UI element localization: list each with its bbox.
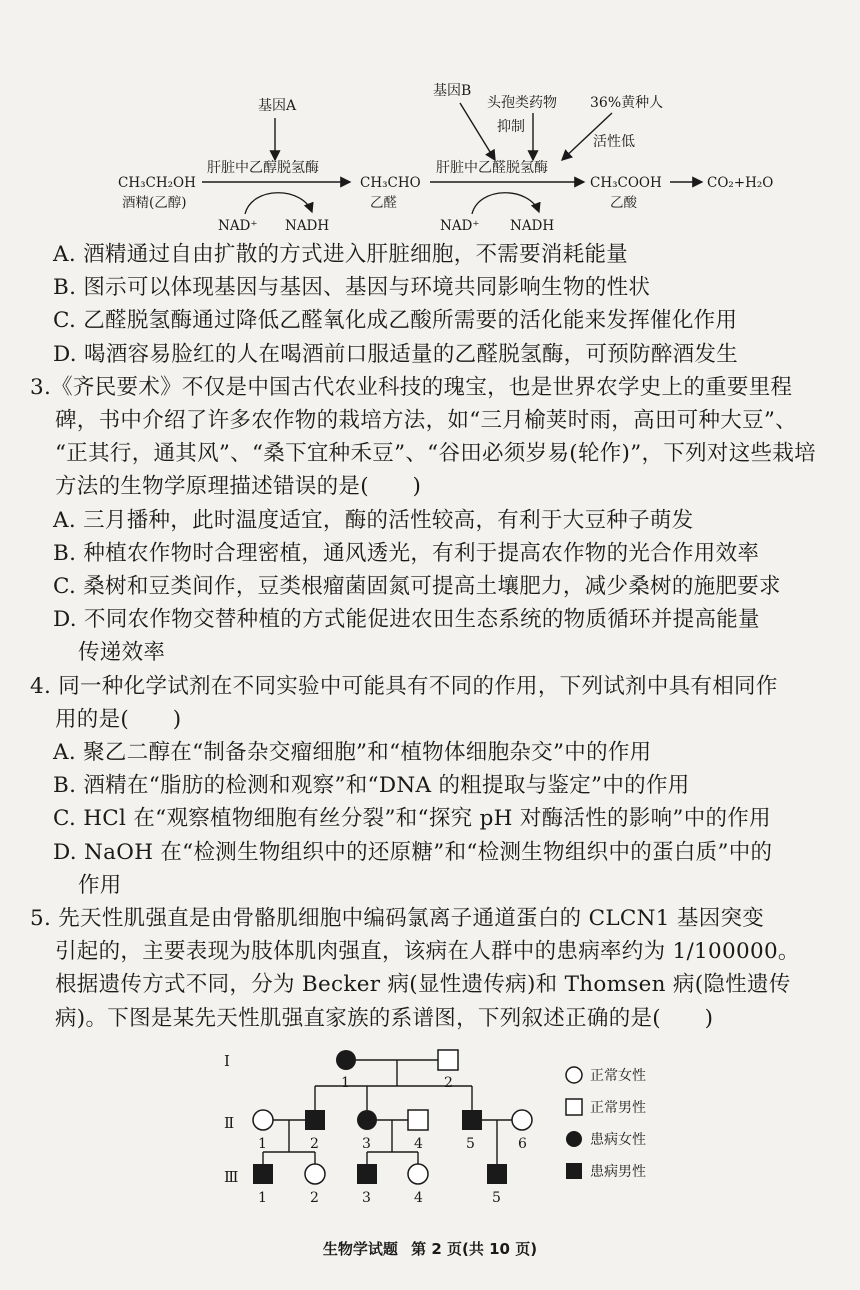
ii6-number: 6 — [518, 1136, 527, 1152]
q4-stem-line: 用的是( ) — [55, 706, 182, 732]
gene-b-label: 基因B — [433, 83, 472, 99]
iii1-number: 1 — [258, 1190, 267, 1206]
q4-option-b: B. 酒精在“脂肪的检测和观察”和“DNA 的粗提取与鉴定”中的作用 — [53, 773, 690, 799]
ii5-number: 5 — [466, 1136, 475, 1152]
ethanol-name: 酒精(乙醇) — [122, 195, 187, 211]
i1-affected-female — [336, 1050, 356, 1070]
pedigree-chart — [0, 1040, 860, 1210]
ii1-normal-female — [253, 1110, 273, 1130]
iii1-affected-male — [253, 1164, 273, 1184]
ii5-affected-male — [462, 1110, 482, 1130]
q3-option-b: B. 种植农作物时合理密植，通风透光，有利于提高农作物的光合作用效率 — [53, 540, 760, 566]
legend-normal-female: 正常女性 — [590, 1068, 646, 1084]
i2-normal-male — [438, 1050, 458, 1070]
q3-option-c: C. 桑树和豆类间作，豆类根瘤菌固氮可提高土壤肥力，减少桑树的施肥要求 — [53, 574, 781, 600]
gene-a-label: 基因A — [258, 98, 297, 114]
legend-affected-male: 患病男性 — [590, 1164, 646, 1180]
iii5-affected-male — [487, 1164, 507, 1184]
q3-option-d: D. 不同农作物交替种植的方式能促进农田生态系统的物质循环并提高能量 — [53, 607, 760, 633]
q4-option-d: D. NaOH 在“检测生物组织中的还原糖”和“检测生物组织中的蛋白质”中的 — [53, 839, 773, 865]
q3-stem-line: 方法的生物学原理描述错误的是( ) — [55, 474, 422, 500]
acetaldehyde-name: 乙醛 — [370, 195, 397, 211]
acetic-formula: CH₃COOH — [590, 175, 662, 191]
iii3-number: 3 — [362, 1190, 371, 1206]
products-label: CO₂+H₂O — [707, 175, 774, 191]
ii6-normal-female — [512, 1110, 532, 1130]
legend-affected-female-icon — [566, 1131, 582, 1147]
q4-option-d-cont: 作用 — [78, 872, 122, 898]
inhibit-label: 抑制 — [497, 119, 525, 135]
nad-label-1: NAD⁺ — [218, 218, 258, 234]
ii2-affected-male — [305, 1110, 325, 1130]
legend-normal-male-icon — [566, 1099, 582, 1115]
legend-affected-male-icon — [566, 1163, 582, 1179]
legend-normal-male: 正常男性 — [590, 1100, 646, 1116]
iii5-number: 5 — [492, 1190, 501, 1206]
generation-2-label: Ⅱ — [224, 1114, 235, 1132]
iii2-number: 2 — [310, 1190, 319, 1206]
ii1-number: 1 — [258, 1136, 267, 1152]
generation-1-label: Ⅰ — [224, 1052, 230, 1070]
q5-stem-line: 引起的，主要表现为肢体肌肉强直，该病在人群中的患病率约为 1/100000。 — [55, 939, 800, 965]
acetaldehyde-formula: CH₃CHO — [360, 175, 421, 191]
ii3-number: 3 — [362, 1136, 371, 1152]
q4-stem-line: 4. 同一种化学试剂在不同实验中可能具有不同的作用，下列试剂中具有相同作 — [30, 673, 778, 699]
q3-option-a: A. 三月播种，此时温度适宜，酶的活性较高，有利于大豆种子萌发 — [53, 507, 694, 533]
alcohol-metabolism-diagram — [0, 0, 860, 240]
nad-curve-2 — [472, 193, 539, 214]
i1-number: 1 — [341, 1075, 350, 1091]
yellow-race-label: 36%黄种人 — [590, 95, 664, 111]
page-footer — [0, 1238, 860, 1259]
i2-number: 2 — [444, 1075, 453, 1091]
q2-option-b: B. 图示可以体现基因与基因、基因与环境共同影响生物的性状 — [53, 275, 651, 301]
q2-option-a: A. 酒精通过自由扩散的方式进入肝脏细胞，不需要消耗能量 — [53, 242, 629, 267]
q2-option-c: C. 乙醛脱氢酶通过降低乙醛氧化成乙酸所需要的活化能来发挥催化作用 — [53, 308, 738, 334]
q5-stem-line: 病)。下图是某先天性肌强直家族的系谱图，下列叙述正确的是( ) — [55, 1005, 714, 1031]
q2-option-d: D. 喝酒容易脸红的人在喝酒前口服适量的乙醛脱氢酶，可预防醉酒发生 — [53, 341, 739, 367]
ii4-number: 4 — [414, 1136, 423, 1152]
question-content — [30, 238, 838, 1035]
nadh-label-1: NADH — [285, 218, 330, 234]
iii4-normal-female — [408, 1164, 428, 1184]
low-activity-label: 活性低 — [593, 134, 635, 150]
gene-b-arrow — [460, 103, 495, 160]
ethanol-formula: CH₃CH₂OH — [118, 175, 196, 191]
enzyme1-label: 肝脏中乙醇脱氢酶 — [207, 160, 319, 176]
iii4-number: 4 — [414, 1190, 423, 1206]
q5-stem-line: 根据遗传方式不同，分为 Becker 病(显性遗传病)和 Thomsen 病(隐性遗传 — [55, 972, 791, 998]
enzyme2-label: 肝脏中乙醛脱氢酶 — [436, 160, 548, 176]
legend-affected-female: 患病女性 — [590, 1132, 646, 1148]
footer-page-number: 第 2 页(共 10 页) — [411, 1240, 538, 1258]
q4-option-c: C. HCl 在“观察植物细胞有丝分裂”和“探究 pH 对酶活性的影响”中的作用 — [53, 806, 771, 832]
nad-label-2: NAD⁺ — [440, 218, 480, 234]
q3-stem-line: 3.《齐民要术》不仅是中国古代农业科技的瑰宝，也是世界农学史上的重要里程 — [30, 374, 793, 400]
generation-3-label: Ⅲ — [224, 1168, 239, 1186]
ii4-normal-male — [408, 1110, 428, 1130]
iii3-affected-male — [357, 1164, 377, 1184]
acetic-name: 乙酸 — [610, 195, 637, 211]
nad-curve-1 — [245, 193, 312, 214]
nadh-label-2: NADH — [510, 218, 555, 234]
iii2-normal-female — [305, 1164, 325, 1184]
q3-option-d-cont: 传递效率 — [78, 640, 166, 666]
q5-stem-line: 5. 先天性肌强直是由骨骼肌细胞中编码氯离子通道蛋白的 CLCN1 基因突变 — [30, 906, 765, 932]
drug-label: 头孢类药物 — [487, 95, 557, 111]
q3-stem-line: 碑，书中介绍了许多农作物的栽培方法，如“三月榆荚时雨，高田可种大豆”、 — [55, 408, 797, 434]
ii2-number: 2 — [310, 1136, 319, 1152]
footer-subject: 生物学试题 — [322, 1240, 398, 1258]
q3-stem-line: “正其行，通其风”、“桑下宜种禾豆”、“谷田必须岁易(轮作)”，下列对这些栽培 — [55, 441, 816, 467]
q4-option-a: A. 聚乙二醇在“制备杂交瘤细胞”和“植物体细胞杂交”中的作用 — [53, 740, 652, 766]
legend-normal-female-icon — [566, 1067, 582, 1083]
ii3-affected-female — [357, 1110, 377, 1130]
